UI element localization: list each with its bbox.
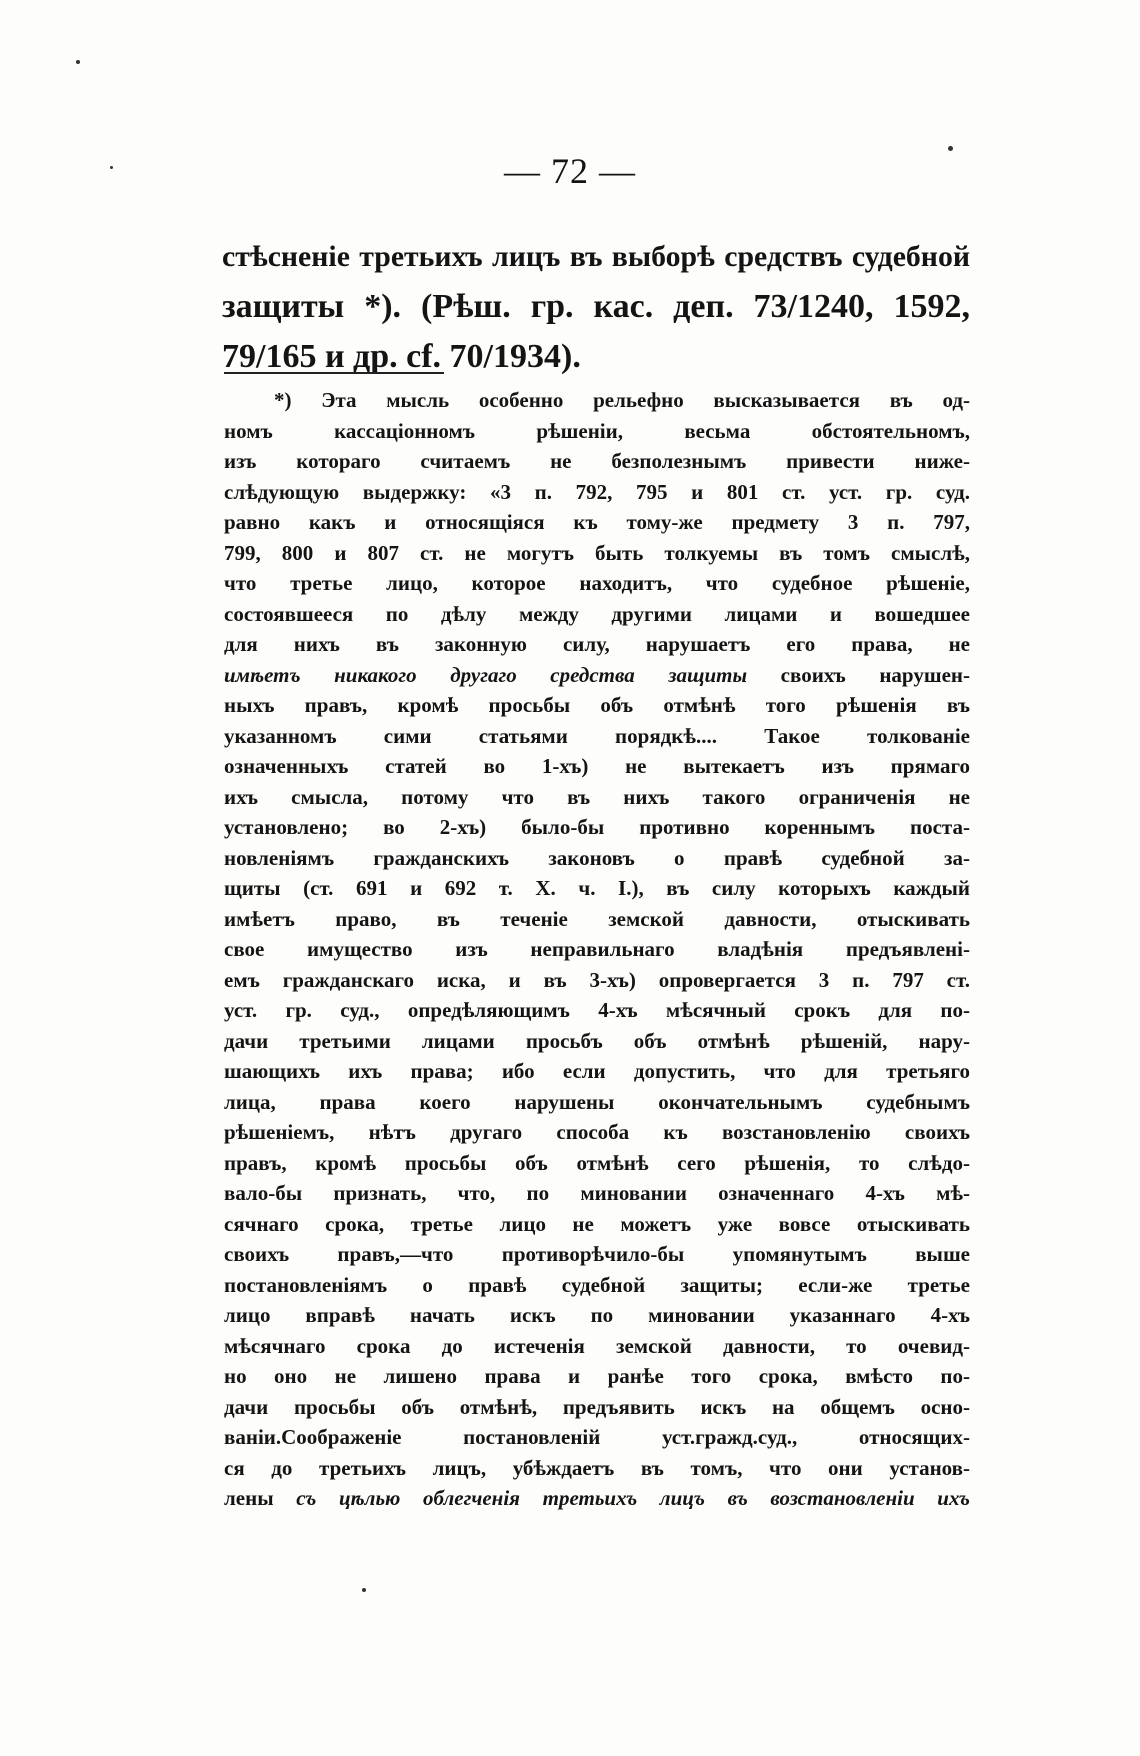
footnote-line: лицо вправѣ начать искъ по миновании указаннаго 4-хъ bbox=[224, 1303, 970, 1327]
footnote-line: ныхъ правъ, кромѣ просьбы объ отмѣнѣ того рѣшенія въ bbox=[224, 693, 970, 717]
footnote-line: означенныхъ статей во 1-хъ) не вытекаетъ изъ прямаго bbox=[224, 754, 970, 778]
footnote-line: рѣшеніемъ, нѣтъ другаго способа къ возстановленію своихъ bbox=[224, 1120, 970, 1144]
footnote-line: указанномъ сими статьями порядкѣ.... Такое толкованіе bbox=[224, 723, 970, 748]
italic-emphasis: съ цѣлью облегченія третьихъ лицъ въ возстановленіи ихъ bbox=[296, 1486, 970, 1510]
footnote-line: номъ кассаціонномъ рѣшеніи, весьма обстоятельномъ, bbox=[224, 418, 970, 443]
footnote-line: лены съ цѣлью облегченія третьихъ лицъ въ возстановленіи ихъ bbox=[224, 1486, 970, 1510]
footnote-line: ихъ смысла, потому что въ нихъ такого ограниченія не bbox=[224, 784, 970, 809]
main-text-line: стѣсненіе третьихъ лицъ въ выборѣ средствъ судебной bbox=[222, 240, 970, 273]
footnote-line: имѣетъ право, въ теченіе земской давности, отыскивать bbox=[224, 906, 970, 931]
footnote-line: вало-бы признать, что, по миновании означеннаго 4-хъ мѣ- bbox=[224, 1181, 970, 1205]
footnote-line: дачи просьбы объ отмѣнѣ, предъявить искъ на общемъ осно- bbox=[224, 1394, 970, 1419]
footnote-line: но оно не лишено права и ранѣе того срока, вмѣсто по- bbox=[224, 1364, 970, 1388]
scan-speck bbox=[110, 166, 113, 169]
footnote-line: сячнаго срока, третье лицо не можетъ уже вовсе отыскивать bbox=[224, 1211, 970, 1236]
footnote-line: для нихъ въ законную силу, нарушаетъ его права, не bbox=[224, 632, 970, 656]
footnote-line: слѣдующую выдержку: «3 п. 792, 795 и 801 ст. уст. гр. суд. bbox=[224, 479, 970, 504]
footnote-line: состоявшееся по дѣлу между другими лицами и вошедшее bbox=[224, 601, 970, 626]
italic-emphasis: имѣетъ никакого другаго средства защиты bbox=[224, 662, 748, 687]
footnote-line: что третье лицо, которое находитъ, что судебное рѣшеніе, bbox=[224, 571, 970, 595]
footnote-line: ваніи.Соображеніе постановленій уст.гражд.суд., относящих- bbox=[224, 1425, 970, 1449]
footnote-line: уст. гр. суд., опредѣляющимъ 4-хъ мѣсячный срокъ для по- bbox=[224, 998, 970, 1022]
footnote-line: шающихъ ихъ права; ибо если допустить, что для третьяго bbox=[224, 1059, 970, 1083]
footnote-line: щиты (ст. 691 и 692 т. X. ч. I.), въ силу которыхъ каждый bbox=[224, 876, 970, 900]
footnote-line: емъ гражданскаго иска, и въ 3-хъ) опровергается 3 п. 797 ст. bbox=[224, 967, 970, 992]
scan-speck bbox=[948, 146, 953, 151]
footnote-line: *) Эта мысль особенно рельефно высказывается въ од- bbox=[274, 388, 970, 412]
main-text-line: защиты *). (Рѣш. гр. кас. деп. 73/1240, 1592, bbox=[222, 288, 970, 325]
footnote-line: имѣетъ никакого другаго средства защиты своихъ нарушен- bbox=[224, 662, 970, 687]
footnote-line: лица, права коего нарушены окончательнымъ судебнымъ bbox=[224, 1089, 970, 1114]
page-number: — 72 — bbox=[504, 151, 636, 191]
footnote-line: постановленіямъ о правѣ судебной защиты; если-же третье bbox=[224, 1272, 970, 1297]
footnote-line: правъ, кромѣ просьбы объ отмѣнѣ сего рѣшенія, то слѣдо- bbox=[224, 1150, 970, 1175]
footnote bbox=[224, 385, 970, 1514]
footnote-line: свое имущество изъ неправильнаго владѣнія предъявлені- bbox=[224, 937, 970, 961]
scan-speck bbox=[362, 1588, 366, 1592]
footnote-line: своихъ правъ,—что противорѣчило-бы упомянутымъ выше bbox=[224, 1242, 970, 1266]
footnote-line: дачи третьими лицами просьбъ объ отмѣнѣ рѣшеній, нару- bbox=[224, 1028, 970, 1053]
footnote-line: мѣсячнаго срока до истеченія земской давности, то очевид- bbox=[224, 1333, 970, 1358]
footnote-line: 799, 800 и 807 ст. не могутъ быть толкуемы въ томъ смыслѣ, bbox=[224, 540, 970, 565]
main-text bbox=[222, 232, 970, 382]
footnote-line: ся до третьихъ лицъ, убѣждаетъ въ томъ, что они установ- bbox=[224, 1455, 970, 1480]
main-text-line: 79/165 и др. cf. 70/1934). bbox=[222, 338, 581, 375]
footnote-separator-rule bbox=[224, 372, 444, 374]
footnote-line: равно какъ и относящіяся къ тому-же предмету 3 п. 797, bbox=[224, 510, 970, 534]
footnote-line: установлено; во 2-хъ) было-бы противно кореннымъ поста- bbox=[224, 815, 970, 839]
footnote-line: изъ котораго считаемъ не безполезнымъ привести ниже- bbox=[224, 449, 970, 473]
footnote-line: новленіямъ гражданскихъ законовъ о правѣ судебной за- bbox=[224, 845, 970, 870]
scan-speck bbox=[76, 60, 80, 64]
